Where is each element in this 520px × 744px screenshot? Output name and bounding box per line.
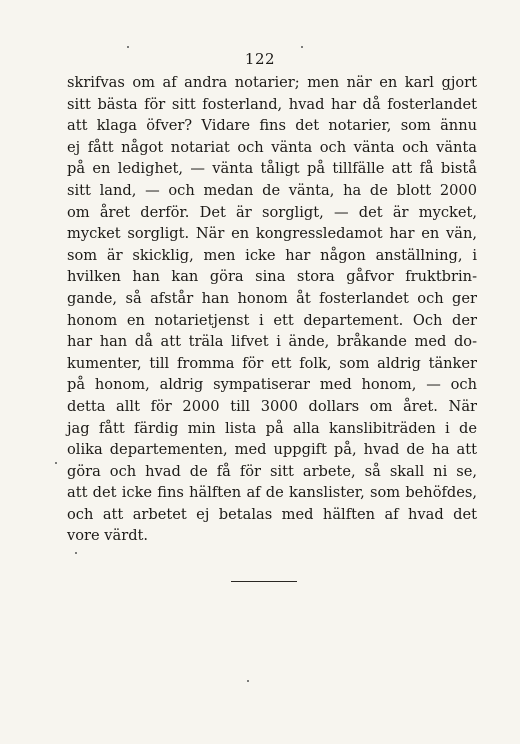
text-line: att klaga öfver? Vidare fins det notarier, som ännu — [67, 117, 477, 135]
text-line: som är skicklig, men icke har någon anställning, i — [67, 246, 477, 264]
text-line: mycket sorgligt. När en kongressledamot har en vän, — [67, 225, 477, 243]
text-line: sitt bästa för sitt fosterland, hvad har då fosterlandet — [67, 95, 477, 113]
text-line: ej fått något notariat och vänta och vänta och vänta — [67, 138, 477, 156]
print-speck — [75, 552, 77, 554]
text-line: att det icke fins hälften af de kanslister, som behöfdes, — [67, 484, 477, 502]
text-line: kumenter, till fromma för ett folk, som aldrig tänker — [67, 354, 477, 372]
text-line: och att arbetet ej betalas med hälften af hvad det — [67, 505, 477, 523]
page-number: 122 — [244, 50, 276, 68]
text-line: på en ledighet, — vänta tåligt på tillfälle att få bistå — [67, 160, 477, 178]
print-speck — [127, 46, 129, 48]
text-line: vore värdt. — [67, 527, 149, 545]
print-speck — [55, 462, 57, 464]
text-line: om året derför. Det är sorgligt, — det är mycket, — [67, 203, 477, 221]
text-line: skrifvas om af andra notarier; men när en karl gjort — [67, 74, 477, 91]
text-line: gande, så afstår han honom åt fosterlandet och ger — [67, 289, 477, 307]
text-line: sitt land, — och medan de vänta, ha de blott 2000 — [67, 181, 477, 199]
print-speck — [247, 680, 249, 682]
text-line: jag fått färdig min lista på alla kanslibiträden i de — [67, 419, 477, 437]
text-line: på honom, aldrig sympatiserar med honom, — och — [67, 376, 477, 394]
text-line: detta allt för 2000 till 3000 dollars om året. När — [67, 397, 477, 415]
text-line: hvilken han kan göra sina stora gåfvor fruktbrin- — [67, 268, 477, 286]
print-speck — [301, 46, 303, 48]
text-line: har han då att träla lifvet i ände, bråkande med do- — [67, 333, 477, 351]
section-rule — [231, 581, 297, 582]
text-line: göra och hvad de få för sitt arbete, så skall ni se, — [67, 462, 477, 480]
text-line: honom en notarietjenst i ett departement. Och der — [67, 311, 477, 329]
body-text — [67, 72, 477, 547]
text-line: olika departementen, med uppgift på, hvad de ha att — [67, 441, 477, 459]
